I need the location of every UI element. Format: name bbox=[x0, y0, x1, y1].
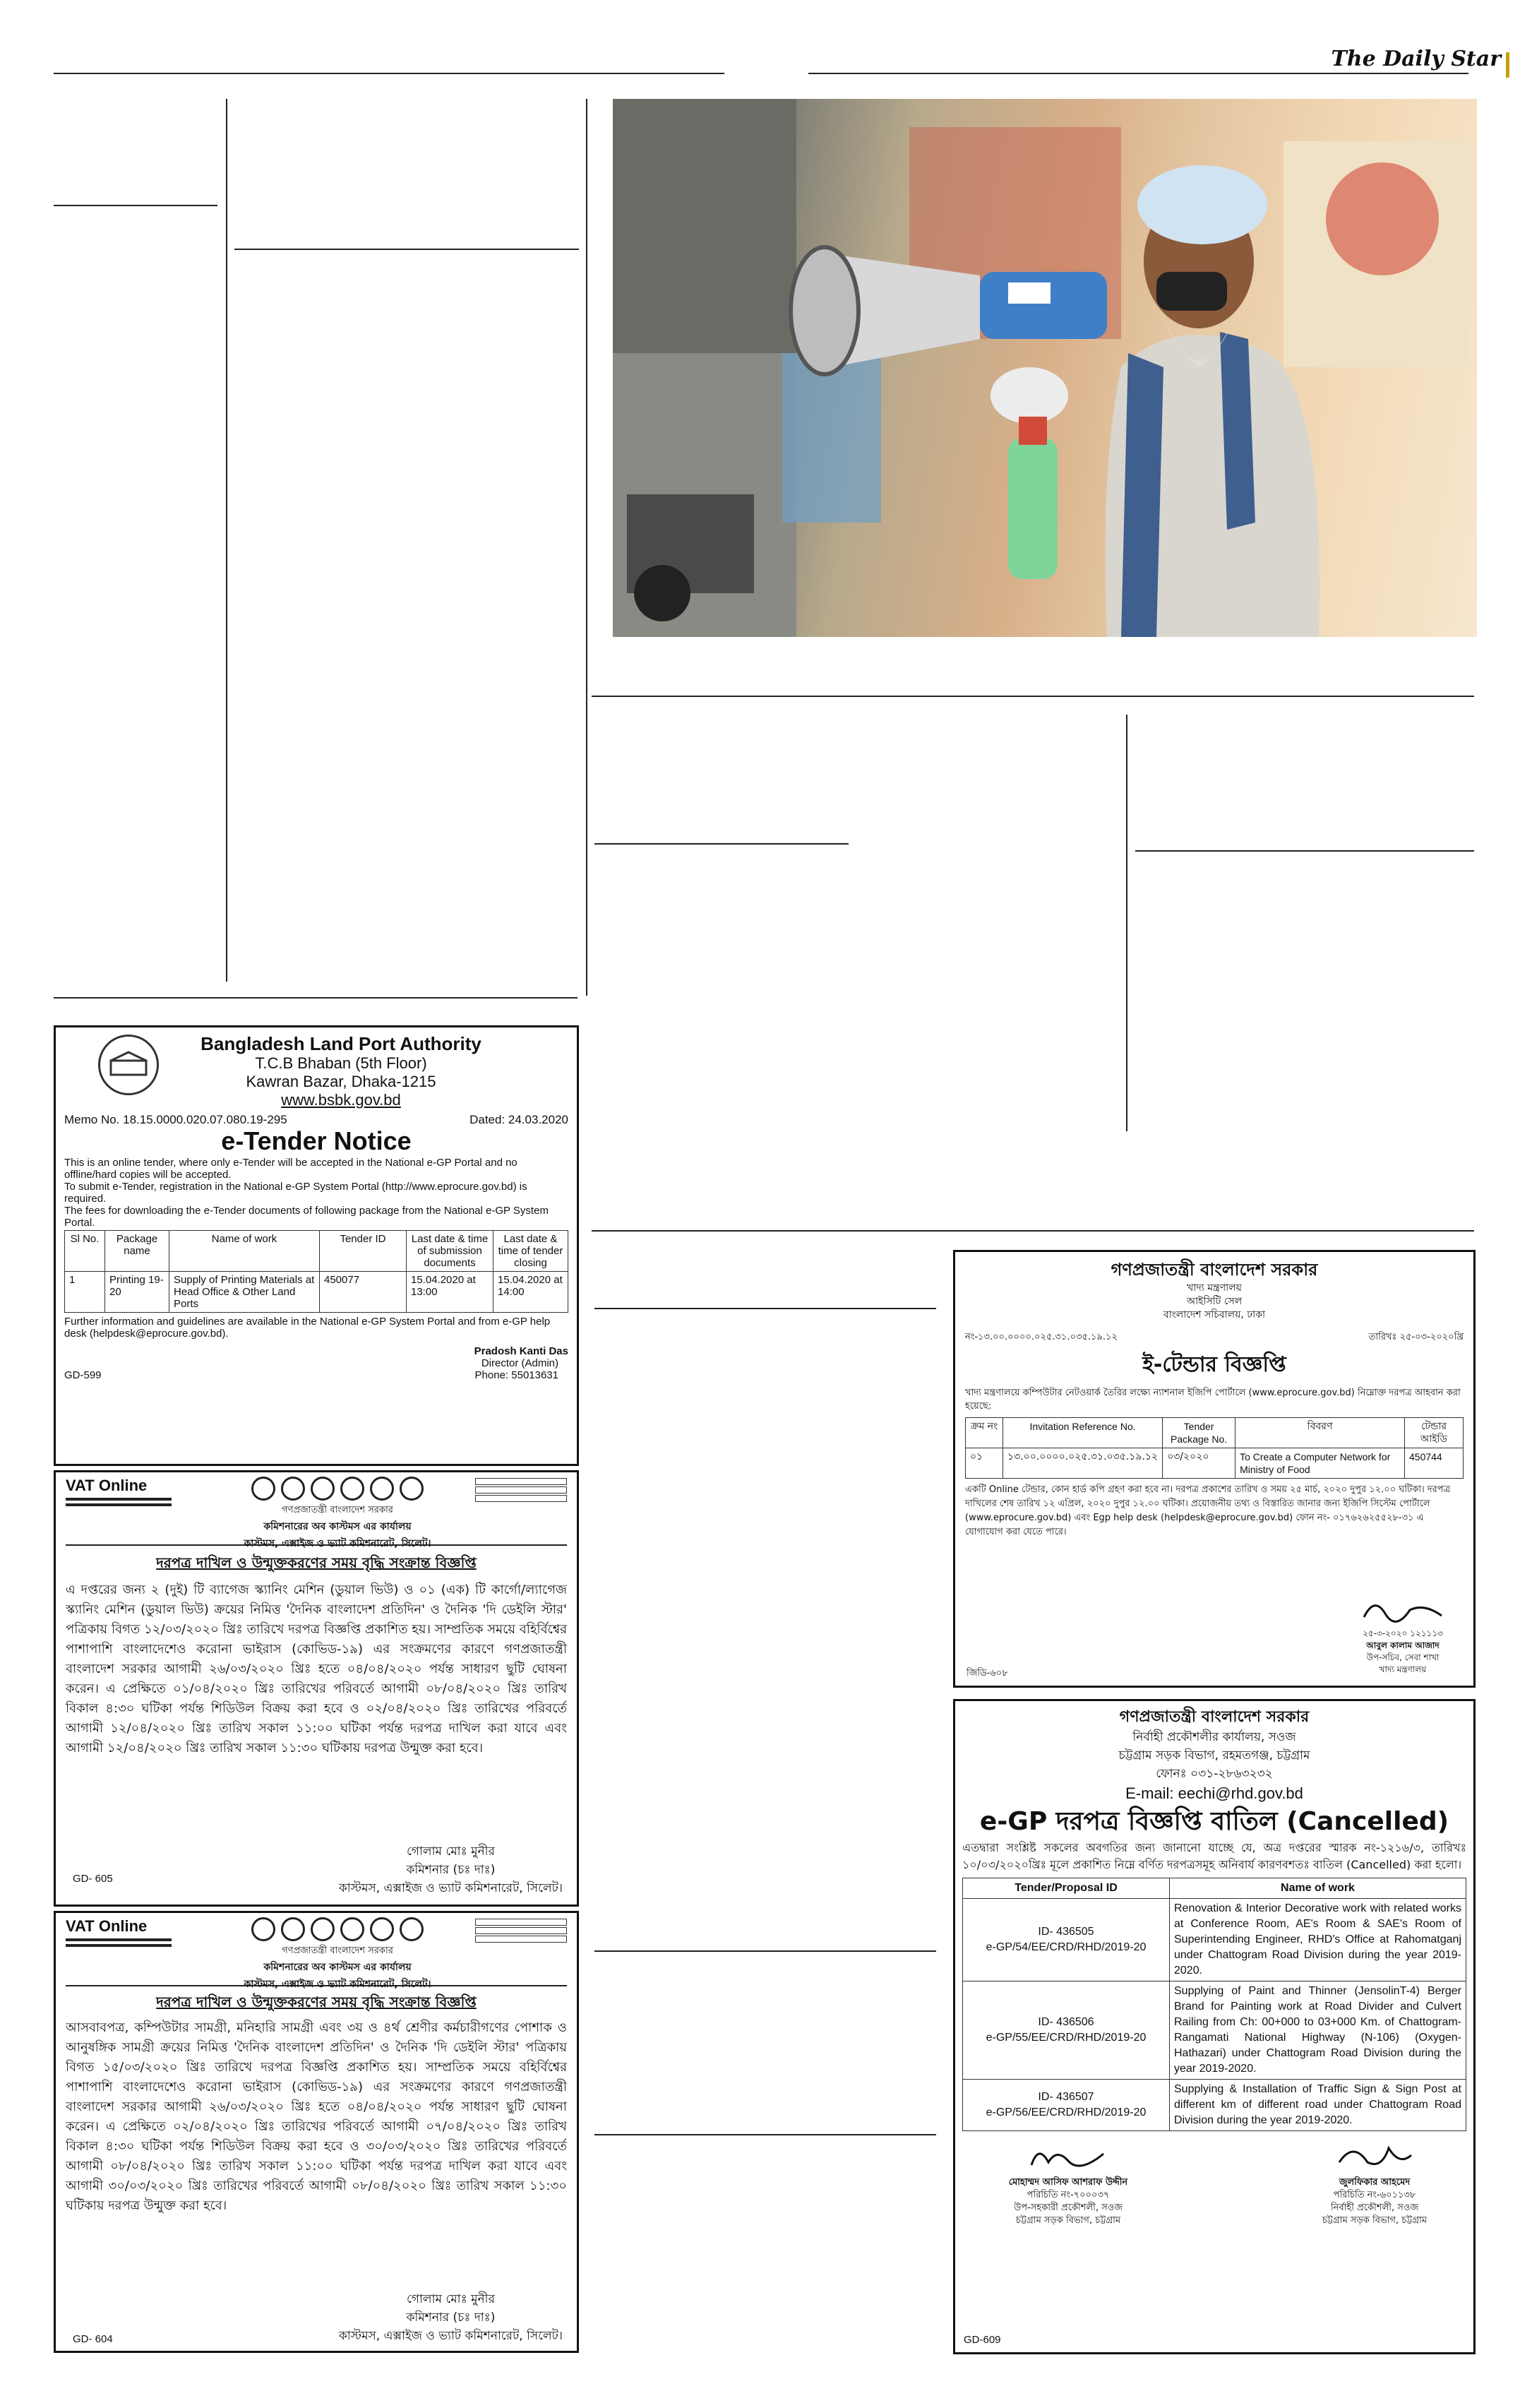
table-header-row bbox=[65, 1231, 568, 1272]
signer-office: চট্টগ্রাম সড়ক বিভাগ, চট্টগ্রাম bbox=[1015, 2215, 1121, 2226]
table-header: Sl No. bbox=[65, 1231, 105, 1272]
short-rule bbox=[594, 1950, 936, 1952]
signer-name: আবুল কালাম আজাদ bbox=[1366, 1640, 1440, 1650]
memo-date: তারিখঃ ২৫-০৩-২০২০খ্রি bbox=[1368, 1332, 1464, 1342]
ad-header-line: খাদ্য মন্ত্রণালয় bbox=[1187, 1282, 1242, 1294]
table-header: Tender Package No. bbox=[1163, 1418, 1235, 1448]
ad-title: দরপত্র দাখিল ও উন্মুক্তকরণের সময় বৃদ্ধি সংক্রান্ত বিজ্ঞপ্তি bbox=[156, 1993, 477, 2010]
signer-name: গোলাম মোঃ মুনীর bbox=[406, 2292, 495, 2306]
table-cell: ০১ bbox=[966, 1448, 1003, 1479]
ad-land-port-etender bbox=[54, 1025, 579, 1466]
signature-icon bbox=[1360, 1596, 1445, 1624]
ad-email: E-mail: eechi@rhd.gov.bd bbox=[1125, 1784, 1303, 1802]
contact-block-icon bbox=[475, 1477, 567, 1503]
rule-below-photo bbox=[592, 696, 1474, 697]
memo-date: Dated: 24.03.2020 bbox=[469, 1113, 568, 1126]
signer-name: জুলফিকার আহমেদ bbox=[1339, 2177, 1411, 2188]
table-cell: 450077 bbox=[320, 1272, 407, 1313]
ad-header-line: কমিশনারের অব কাস্টমস এর কার্যালয় bbox=[263, 1962, 412, 1973]
table-header: বিবরণ bbox=[1235, 1418, 1405, 1448]
signer-phone: Phone: 55013631 bbox=[474, 1369, 558, 1381]
ad-header-line: গণপ্রজাতন্ত্রী বাংলাদেশ সরকার bbox=[1111, 1260, 1318, 1280]
tender-table bbox=[962, 1878, 1466, 2131]
ad-header-line: কাস্টমস, এক্সাইজ ও ভ্যাট কমিশনারেট, সিলেট। bbox=[244, 1979, 431, 1990]
table-cell: To Create a Computer Network for Ministry of Food bbox=[1235, 1448, 1405, 1479]
signer-name: গোলাম মোঃ মুনীর bbox=[406, 1844, 495, 1859]
tender-ref: e-GP/54/EE/CRD/RHD/2019-20 bbox=[986, 1941, 1147, 1953]
short-rule bbox=[594, 1308, 936, 1309]
ad-code: GD- 605 bbox=[73, 1873, 113, 1885]
signer-designation: কমিশনার (চঃ দাঃ) bbox=[406, 2311, 496, 2325]
ad-vat-sylhet-1 bbox=[54, 1470, 579, 1907]
org-address-1: T.C.B Bhaban (5th Floor) bbox=[255, 1054, 427, 1072]
table-header: Invitation Reference No. bbox=[1003, 1418, 1163, 1448]
vat-online-brand: VAT Online bbox=[66, 1477, 148, 1494]
signature-date: ২৫-৩-২০২০ ১২১১১৩ bbox=[1363, 1628, 1443, 1638]
vat-online-brand: VAT Online bbox=[66, 1917, 148, 1935]
tender-id: ID- 436507 bbox=[1038, 2091, 1094, 2103]
signer-designation: উপ-সচিব, সেবা শাখা bbox=[1366, 1652, 1440, 1662]
ad-header-line: নির্বাহী প্রকৌশলীর কার্যালয়, সওজ bbox=[1132, 1730, 1296, 1744]
ad-code: GD- 604 bbox=[73, 2333, 113, 2345]
ad-title: ই-টেন্ডার বিজ্ঞপ্তি bbox=[1142, 1352, 1286, 1377]
ad-header-line: গণপ্রজাতন্ত্রী বাংলাদেশ সরকার bbox=[282, 1945, 393, 1956]
signer-designation: Director (Admin) bbox=[481, 1357, 558, 1369]
ad-header-line: বাংলাদেশ সচিবালয়, ঢাকা bbox=[1163, 1309, 1266, 1321]
tender-id: ID- 436506 bbox=[1038, 2016, 1094, 2028]
ad-header-line: ফোনঃ ০৩১-২৮৬৩২৩২ bbox=[1156, 1767, 1273, 1781]
short-rule bbox=[54, 205, 217, 206]
table-header: Tender/Proposal ID bbox=[963, 1878, 1170, 1899]
contact-block-icon bbox=[475, 1917, 567, 1944]
ad-header-line: আইসিটি সেল bbox=[1186, 1296, 1243, 1307]
table-cell: Supplying of Paint and Thinner (JensolinT-4) Berger Brand for Painting work at Road Divider and Culvert Railing from Ch: 00+000 to 03+000 Km. of Chattogram-Rangamati National Highway (N-106) (Oxygen-Hathazari) under Chattogram Road Division during the year 2019-2020. bbox=[1170, 1981, 1466, 2080]
ad-notes: একটি Online টেন্ডার, কোন হার্ড কপি গ্রহণ করা হবে না। দরপত্র প্রকাশের তারিখ ও সময় ২৫ মার্চ, ২০২০ দুপুর ১২.০০ ঘটিকা। দরপত্র দাখিলের শেষ তারিখ ১২ এপ্রিল, ২০২০ দুপুর ১২.০০ ঘটিকা। প্রয়োজনীয় তথ্য ও বিস্তারিত জানার জন্য ইজিপি সিস্টেম পোর্টালে (www.eprocure.gov.bd) এবং Egp help desk (helpdesk@eprocure.gov.bd) ফোন নং- ০১৭৬২৬২৫৫২৮-৩১ এ যোগাযোগ করা যেতে পারে। bbox=[965, 1484, 1451, 1537]
masthead-bar bbox=[1506, 52, 1509, 78]
photo-illustration bbox=[613, 99, 1477, 637]
notice-heading: e-Tender Notice bbox=[221, 1126, 412, 1155]
table-row bbox=[65, 1272, 568, 1313]
tender-id: ID- 436505 bbox=[1038, 1926, 1094, 1938]
tender-ref: e-GP/56/EE/CRD/RHD/2019-20 bbox=[986, 2106, 1147, 2118]
table-cell: ০৩/২০২০ bbox=[1163, 1448, 1235, 1479]
ad-title: দরপত্র দাখিল ও উন্মুক্তকরণের সময় বৃদ্ধি সংক্রান্ত বিজ্ঞপ্তি bbox=[156, 1554, 477, 1571]
signer-designation: উপ-সহকারী প্রকৌশলী, সওজ bbox=[1014, 2203, 1123, 2213]
table-header: Last date & time of submission documents bbox=[407, 1231, 493, 1272]
tender-ref: e-GP/55/EE/CRD/RHD/2019-20 bbox=[986, 2032, 1147, 2044]
short-rule bbox=[1135, 850, 1474, 852]
table-cell: ১৩.০০.০০০০.০২৫.৩১.০৩৫.১৯.১২ bbox=[1003, 1448, 1163, 1479]
signer-office: কাস্টমস, এক্সাইজ ও ভ্যাট কমিশনারেট, সিলেট। bbox=[338, 2329, 563, 2343]
ad-header-line: কমিশনারের অব কাস্টমস এর কার্যালয় bbox=[263, 1521, 412, 1532]
table-cell: Printing 19-20 bbox=[105, 1272, 169, 1313]
notice-paragraph: The fees for downloading the e-Tender documents of following package from the National e-GP System Portal. bbox=[64, 1205, 549, 1229]
table-header: Package name bbox=[105, 1231, 169, 1272]
vat-online-logo bbox=[66, 1917, 200, 1947]
ad-intro: এতদ্বারা সংশ্লিষ্ট সকলের অবগতির জন্য জানানো যাচ্ছে যে, অত্র দপ্তরের স্মারক নং-১২১৬/৩, তারিখঃ ১০/০৩/২০২০খ্রিঃ মূলে প্রকাশিত নিম্নে বর্ণিত দরপত্রসমূহ অনিবার্য কারণবশতঃ বাতিল (Cancelled) করা হলো। bbox=[962, 1841, 1466, 1871]
signature-icon bbox=[1026, 2141, 1111, 2172]
tender-table bbox=[965, 1417, 1464, 1479]
table-cell: 450744 bbox=[1405, 1448, 1464, 1479]
table-header: Name of work bbox=[169, 1231, 320, 1272]
land-port-seal-icon bbox=[98, 1035, 159, 1095]
tender-table bbox=[64, 1230, 568, 1313]
ad-intro: খাদ্য মন্ত্রণালয়ে কম্পিউটার নেটওয়ার্ক তৈরির লক্ষ্যে ন্যাশনাল ইজিপি পোর্টালে (www.eprocure.gov.bd) নিম্নোক্ত দরপত্র আহবান করা হয়েছে: bbox=[965, 1388, 1461, 1412]
signer-office: খাদ্য মন্ত্রণালয় bbox=[1379, 1664, 1427, 1674]
table-header: Tender ID bbox=[320, 1231, 407, 1272]
short-rule bbox=[594, 843, 849, 845]
table-cell: Supply of Printing Materials at Head Office & Other Land Ports bbox=[169, 1272, 320, 1313]
notice-paragraph: To submit e-Tender, registration in the National e-GP System Portal (http://www.eprocure.gov.bd) is required. bbox=[64, 1181, 527, 1205]
bottom-rule-left bbox=[54, 997, 578, 999]
ad-body: এ দপ্তরের জন্য ২ (দুই) টি ব্যাগেজ স্ক্যানিং মেশিন (ডুয়াল ভিউ) ও ০১ (এক) টি কার্গো/ল্যাগেজ স্ক্যানিং মেশিন (ডুয়াল ভিউ) ক্রয়ের নিমিত্ত 'দৈনিক বাংলাদেশ প্রতিদিন' ও দৈনিক 'দি ডেইলি স্টার' পত্রিকায় বিগত ১২/০৩/২০২০ খ্রিঃ তারিখে দরপত্র বিজ্ঞপ্তি প্রকাশিত হয়। সাম্প্রতিক সময়ে বহির্বিশ্বের পাশাপাশি বাংলাদেশেও করোনা ভাইরাস (কোভিড-১৯) এর সংক্রমণের কারণে গণপ্রজাতন্ত্রী বাংলাদেশ সরকার আগামী ২৬/০৩/২০২০ খ্রিঃ হতে ০৪/০৪/২০২০ পর্যন্ত সাধারণ ছুটি ঘোষনা করেন। এ প্রেক্ষিতে ০১/০৪/২০২০ খ্রিঃ তারিখের পরিবর্তে আগামী ০৮/০৪/২০২০ খ্রিঃ তারিখ বিকাল ৪:৩০ ঘটিকা পর্যন্ত শিডিউল বিক্রয় করা হবে ও ০২/০৪/২০২০ খ্রিঃ তারিখের পরিবর্তে আগামী ১২/০৪/২০২০ খ্রিঃ তারিখ সকাল ১১:০০ ঘটিকা পর্যন্ত দরপত্র দাখিল করা যাবে এবং আগামী ১২/০৪/২০২০ খ্রিঃ তারিখ সকাল ১১:৩০ ঘটিকায় দরপত্র উন্মুক্ত করা হবে। bbox=[66, 1583, 567, 1756]
column-rule bbox=[586, 99, 587, 996]
table-header: Name of work bbox=[1170, 1878, 1466, 1899]
ad-body: আসবাবপত্র, কম্পিউটার সামগ্রী, মনিহারি সামগ্রী এবং ৩য় ও ৪র্থ শ্রেণীর কর্মচারীগণের পোশাক ও আনুষঙ্গিক সামগ্রী ক্রয়ের নিমিত্ত 'দৈনিক বাংলাদেশ প্রতিদিন' ও দৈনিক 'দি ডেইলি স্টার' পত্রিকায় বিগত ১৫/০৩/২০২০ খ্রিঃ তারিখে দরপত্র বিজ্ঞপ্তি প্রকাশিত হয়। সাম্প্রতিক সময়ে বহির্বিশ্বের পাশাপাশি বাংলাদেশেও করোনা ভাইরাস (কোভিড-১৯) এর সংক্রমণের কারণে গণপ্রজাতন্ত্রী বাংলাদেশ সরকার আগামী ২৬/০৩/২০২০ খ্রিঃ হতে ০৪/০৪/২০২০ পর্যন্ত সাধারণ ছুটি ঘোষনা করেন। এ প্রেক্ষিতে ০২/০৪/২০২০ খ্রিঃ তারিখের পরিবর্তে আগামী ০৭/০৪/২০২০ খ্রিঃ তারিখ বিকাল ৪:৩০ ঘটিকা পর্যন্ত শিডিউল বিক্রয় করা হবে ও ৩০/০৩/২০২০ খ্রিঃ তারিখের পরিবর্তে আগামী ০৮/০৪/২০২০ খ্রিঃ তারিখ সকাল ১১:০০ ঘটিকা পর্যন্ত দরপত্র দাখিল করা যাবে এবং আগামী ৩০/০৩/২০২০ খ্রিঃ তারিখের পরিবর্তে আগামী ০৮/০৪/২০২০ খ্রিঃ তারিখ সকাল ১১:৩০ ঘটিকায় দরপত্র উন্মুক্ত করা হবে। bbox=[66, 2020, 567, 2213]
vat-online-logo bbox=[66, 1477, 200, 1506]
org-website: www.bsbk.gov.bd bbox=[281, 1091, 401, 1109]
table-cell: 15.04.2020 at 13:00 bbox=[407, 1272, 493, 1313]
signer-name: মোহাম্মদ আসিফ আশরাফ উদ্দীন bbox=[1008, 2177, 1128, 2188]
table-header-row bbox=[966, 1418, 1464, 1448]
ad-code: GD-599 bbox=[64, 1369, 102, 1381]
column-rule bbox=[1126, 715, 1127, 1131]
ad-rhd-cancelled bbox=[953, 1699, 1476, 2354]
table-cell: Renovation & Interior Decorative work with related works at Conference Room, AE's Room & SAE's Room of Superintending Engineer, RHD's Office at Rahomatganj under Chattogram Road Division during the year 2019-2020. bbox=[1170, 1899, 1466, 1981]
ad-title: e-GP দরপত্র বিজ্ঞপ্তি বাতিল (Cancelled) bbox=[979, 1807, 1449, 1836]
column-rule bbox=[226, 99, 227, 982]
rule-above-ads bbox=[592, 1230, 1474, 1232]
org-name: Bangladesh Land Port Authority bbox=[201, 1033, 481, 1054]
table-header: টেন্ডার আইডি bbox=[1405, 1418, 1464, 1448]
signature-icon bbox=[1332, 2141, 1417, 2172]
ad-food-ministry-etender bbox=[953, 1250, 1476, 1688]
ad-header-line: গণপ্রজাতন্ত্রী বাংলাদেশ সরকার bbox=[282, 1505, 393, 1515]
news-photo bbox=[613, 99, 1477, 637]
table-row bbox=[963, 1899, 1466, 1981]
table-cell: 15.04.2020 at 14:00 bbox=[493, 1272, 568, 1313]
ad-vat-sylhet-2 bbox=[54, 1911, 579, 2353]
emblem-logos bbox=[200, 1917, 475, 1944]
org-address-2: Kawran Bazar, Dhaka-1215 bbox=[246, 1073, 436, 1090]
memo-number: Memo No. 18.15.0000.020.07.080.19-295 bbox=[64, 1113, 287, 1126]
ad-header-line: গণপ্রজাতন্ত্রী বাংলাদেশ সরকার bbox=[1119, 1708, 1310, 1726]
ad-header-line: চট্টগ্রাম সড়ক বিভাগ, রহমতগঞ্জ, চট্টগ্রাম bbox=[1118, 1748, 1310, 1763]
table-header: Last date & time of tender closing bbox=[493, 1231, 568, 1272]
notice-paragraph: This is an online tender, where only e-Tender will be accepted in the National e-GP Portal and no offline/hard copies will be accepted. bbox=[64, 1157, 517, 1181]
top-rule-right bbox=[808, 73, 1468, 74]
signer-name: Pradosh Kanti Das bbox=[474, 1345, 568, 1357]
masthead: The Daily Star bbox=[1331, 47, 1501, 71]
short-rule bbox=[594, 2134, 936, 2135]
table-row bbox=[966, 1448, 1464, 1479]
signer-designation: কমিশনার (চঃ দাঃ) bbox=[406, 1863, 496, 1877]
memo-number: নং-১৩.০০.০০০০.০২৫.৩১.০৩৫.১৯.১২ bbox=[965, 1332, 1118, 1342]
ad-code: জিডি-৬০৮ bbox=[967, 1668, 1008, 1679]
signer-id: পরিচিতি নং-৬০১১৩৮ bbox=[1333, 2190, 1416, 2200]
table-row bbox=[963, 2080, 1466, 2131]
table-header: ক্রম নং bbox=[966, 1418, 1003, 1448]
signer-designation: নির্বাহী প্রকৌশলী, সওজ bbox=[1330, 2203, 1419, 2213]
emblem-logos bbox=[200, 1477, 475, 1503]
ad-code: GD-609 bbox=[964, 2334, 1001, 2346]
table-cell: Supplying & Installation of Traffic Sign & Sign Post at different km of different road under Chattogram Road Division during the year 2019-2020. bbox=[1170, 2080, 1466, 2131]
table-header-row bbox=[963, 1878, 1466, 1899]
top-rule-left bbox=[54, 73, 724, 74]
signer-office: কাস্টমস, এক্সাইজ ও ভ্যাট কমিশনারেট, সিলেট। bbox=[338, 1881, 563, 1895]
table-cell: 1 bbox=[65, 1272, 105, 1313]
table-row bbox=[963, 1981, 1466, 2080]
short-rule bbox=[234, 249, 579, 250]
further-info: Further information and guidelines are available in the National e-GP System Portal and from e-GP help desk (helpdesk@eprocure.gov.bd). bbox=[64, 1316, 551, 1340]
signer-id: পরিচিতি নং-৭০০০৩৭ bbox=[1027, 2190, 1110, 2200]
ad-header-line: কাস্টমস, এক্সাইজ ও ভ্যাট কমিশনারেট, সিলেট। bbox=[244, 1538, 431, 1549]
signer-office: চট্টগ্রাম সড়ক বিভাগ, চট্টগ্রাম bbox=[1322, 2215, 1428, 2226]
